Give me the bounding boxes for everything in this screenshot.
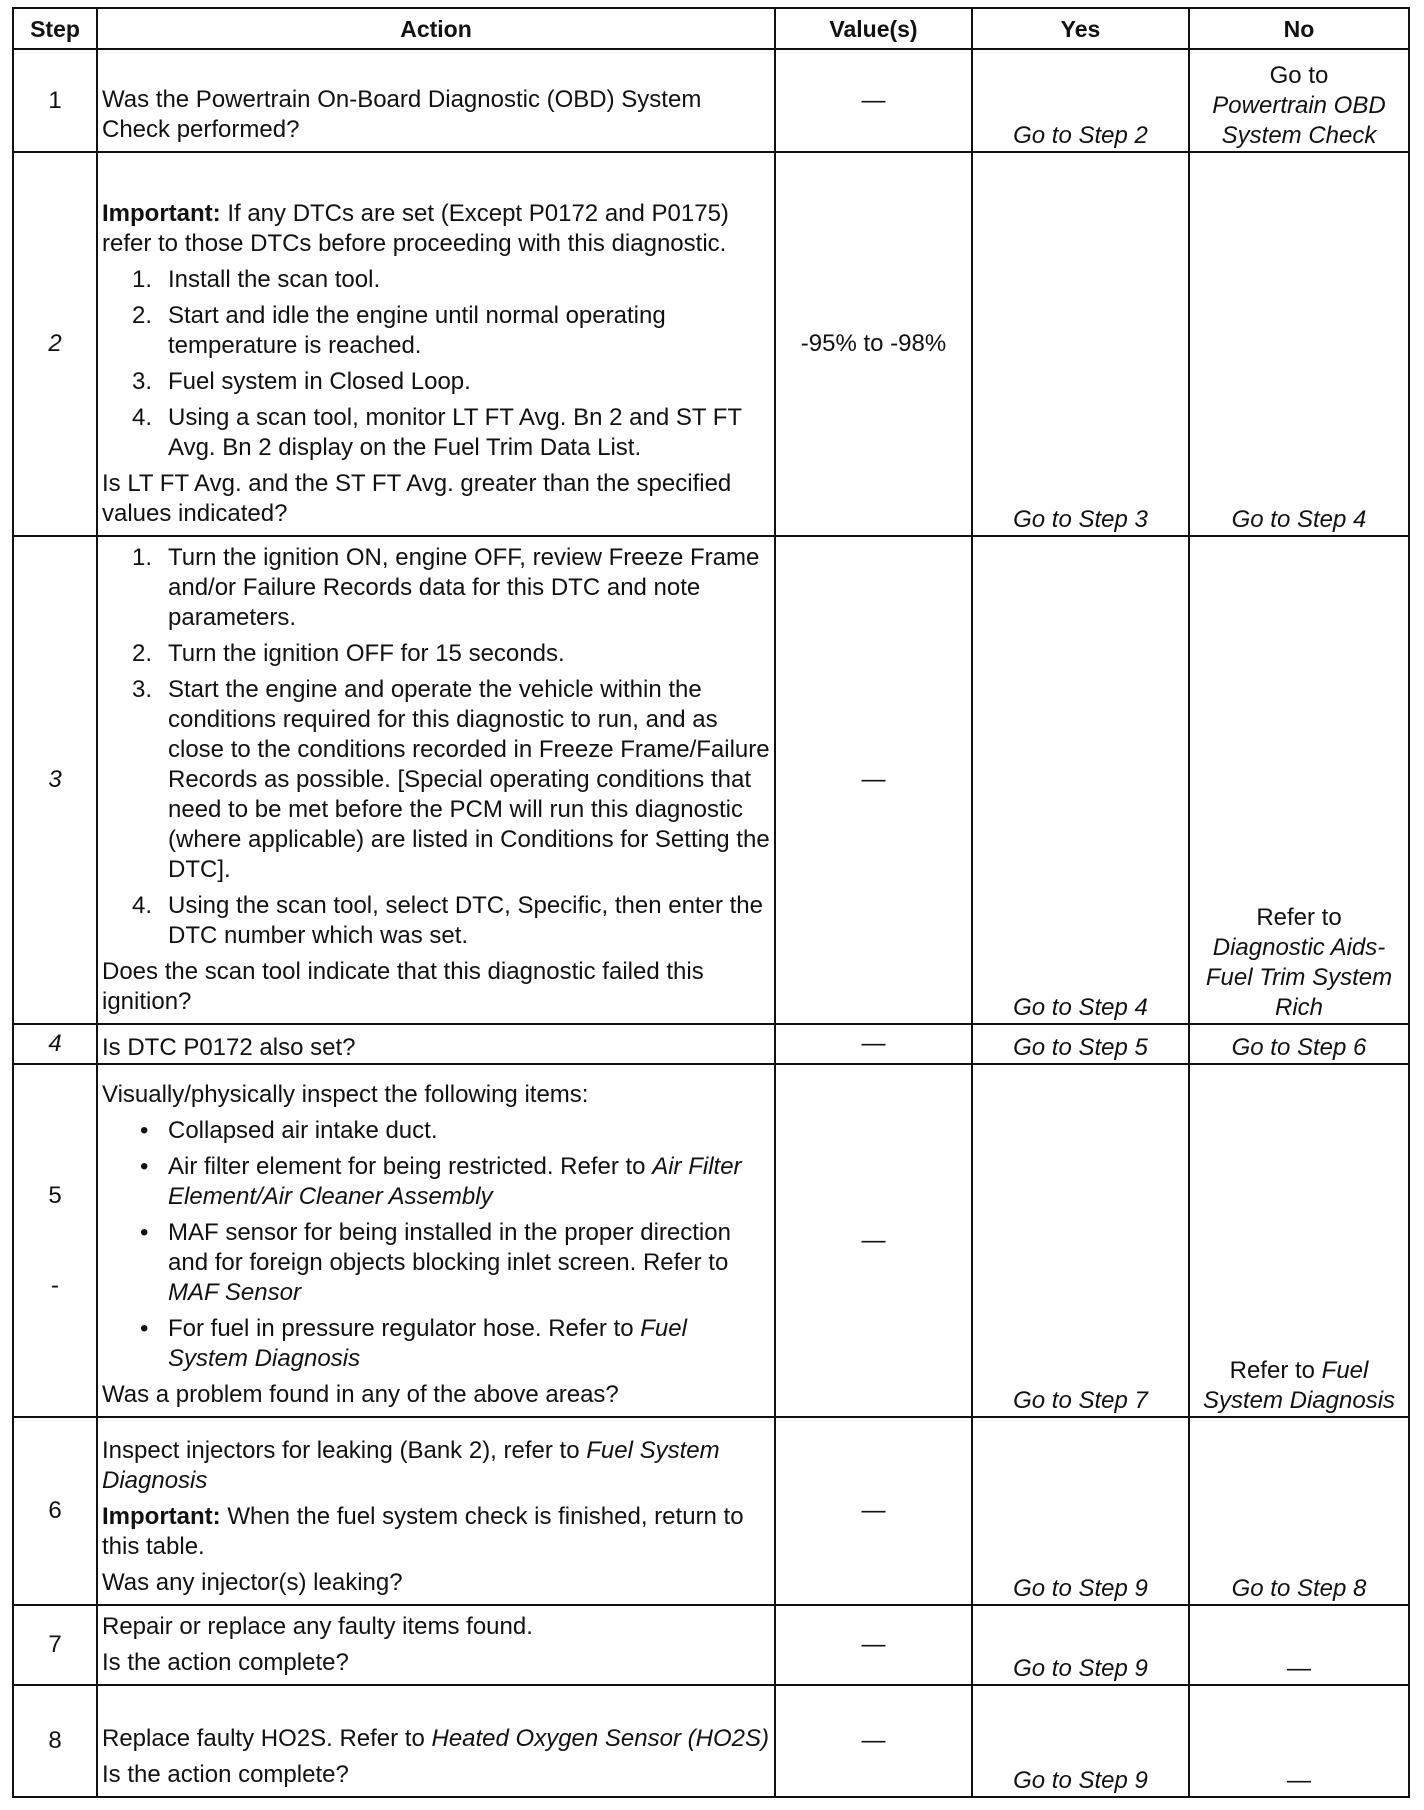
no-cell: — xyxy=(1189,1685,1409,1797)
list-item: 4. Using a scan tool, monitor LT FT Avg. Bn 2 and ST FT Avg. Bn 2 display on the Fuel Trim Data List. xyxy=(132,404,742,461)
step-number xyxy=(13,1064,97,1417)
action-text: Was the Powertrain On-Board Diagnostic (OBD) System Check performed? xyxy=(102,86,702,143)
list-item: • Air filter element for being restricted. Refer to Air Filter Element/Air Cleaner Assembly xyxy=(140,1153,742,1210)
no-reference: Fuel System Diagnosis xyxy=(1202,1357,1396,1414)
no-cell: Go to Step 6 xyxy=(1189,1024,1409,1064)
step-number: 4 xyxy=(13,1024,97,1064)
header-action: Action xyxy=(97,8,775,49)
table-row xyxy=(13,1064,1409,1417)
table-row xyxy=(13,1605,1409,1685)
inspection-list xyxy=(102,1116,770,1374)
action-cell xyxy=(97,152,775,536)
action-text: Replace faulty HO2S. Refer to Heated Oxygen Sensor (HO2S) xyxy=(102,1725,769,1752)
yes-cell: Go to Step 9 xyxy=(972,1605,1189,1685)
list-item: • For fuel in pressure regulator hose. Refer to Fuel System Diagnosis xyxy=(140,1315,687,1372)
no-reference: Diagnostic Aids-Fuel Trim System Rich xyxy=(1205,934,1393,1021)
value-cell: — xyxy=(775,1417,972,1605)
step-number: 1 xyxy=(13,49,97,152)
value-cell: — xyxy=(775,49,972,152)
diagnostic-table xyxy=(12,7,1410,1798)
no-prefix: Go to xyxy=(1269,62,1329,89)
header-step: Step xyxy=(13,8,97,49)
intro-text: Visually/physically inspect the following items: xyxy=(102,1081,589,1108)
no-cell xyxy=(1189,1064,1409,1417)
procedure-list xyxy=(102,265,770,463)
action-cell xyxy=(97,536,775,1024)
yes-cell: Go to Step 4 xyxy=(972,536,1189,1024)
question-text: Was any injector(s) leaking? xyxy=(102,1569,403,1596)
value-cell: -95% to -98% xyxy=(775,152,972,536)
list-item: 2. Start and idle the engine until normal operating temperature is reached. xyxy=(132,302,666,359)
list-item: 3. Fuel system in Closed Loop. xyxy=(132,368,471,395)
header-yes: Yes xyxy=(972,8,1189,49)
no-cell: — xyxy=(1189,1605,1409,1685)
list-item: • Collapsed air intake duct. xyxy=(140,1117,438,1144)
no-cell: Go to Step 8 xyxy=(1189,1417,1409,1605)
table-row xyxy=(13,49,1409,152)
question-text: Does the scan tool indicate that this diagnostic failed this ignition? xyxy=(102,958,704,1015)
table-row xyxy=(13,1685,1409,1797)
list-item: 2. Turn the ignition OFF for 15 seconds. xyxy=(132,640,565,667)
value-cell: — xyxy=(775,1685,972,1797)
value-cell: — xyxy=(775,536,972,1024)
question-text: Was a problem found in any of the above areas? xyxy=(102,1381,619,1408)
step-number: 3 xyxy=(13,536,97,1024)
no-reference: Powertrain OBD System Check xyxy=(1212,92,1386,149)
table-row xyxy=(13,1024,1409,1064)
header-no: No xyxy=(1189,8,1409,49)
question-text: Is the action complete? xyxy=(102,1649,349,1676)
step-number-text: 5 xyxy=(48,1181,62,1209)
yes-cell: Go to Step 2 xyxy=(972,49,1189,152)
no-cell xyxy=(1189,536,1409,1024)
no-prefix: Refer to xyxy=(1256,904,1342,931)
action-cell xyxy=(97,1605,775,1685)
table-row xyxy=(13,152,1409,536)
value-cell: — xyxy=(775,1024,972,1064)
action-cell xyxy=(97,1417,775,1605)
question-text: Is the action complete? xyxy=(102,1761,349,1788)
action-text: Repair or replace any faulty items found. xyxy=(102,1613,533,1640)
list-item: 3. Start the engine and operate the vehicle within the conditions required for this diagnostic to run, and as close to the conditions recorded in Freeze Frame/Failure Records as possible. [Special operating conditions that need to be met before the PCM will run this diagnostic (where applicable) are listed in Conditions for Setting the DTC]. xyxy=(132,676,770,883)
important-note: Important: When the fuel system check is finished, return to this table. xyxy=(102,1503,744,1560)
list-item: 4. Using the scan tool, select DTC, Specific, then enter the DTC number which was set. xyxy=(132,892,763,949)
important-label: Important: xyxy=(102,200,221,227)
yes-cell: Go to Step 3 xyxy=(972,152,1189,536)
table-row xyxy=(13,536,1409,1024)
action-text: Inspect injectors for leaking (Bank 2), refer to Fuel System Diagnosis xyxy=(102,1437,720,1494)
action-cell xyxy=(97,49,775,152)
step-number: 6 xyxy=(13,1417,97,1605)
no-prefix: Refer to xyxy=(1229,1357,1322,1384)
action-cell xyxy=(97,1685,775,1797)
table-row xyxy=(13,1417,1409,1605)
procedure-list xyxy=(102,543,770,951)
yes-cell: Go to Step 9 xyxy=(972,1417,1189,1605)
important-text: If any DTCs are set (Except P0172 and P0175) refer to those DTCs before proceeding with this diagnostic. xyxy=(102,200,729,257)
question-text: Is LT FT Avg. and the ST FT Avg. greater than the specified values indicated? xyxy=(102,470,732,527)
value-cell: — xyxy=(775,1605,972,1685)
list-item: 1. Install the scan tool. xyxy=(132,266,381,293)
action-cell: Is DTC P0172 also set? xyxy=(97,1024,775,1064)
list-item: • MAF sensor for being installed in the proper direction and for foreign objects blocking inlet screen. Refer to MAF Sensor xyxy=(140,1219,731,1306)
step-number: 2 xyxy=(13,152,97,536)
stray-mark: - xyxy=(51,1271,59,1299)
list-item: 1. Turn the ignition ON, engine OFF, review Freeze Frame and/or Failure Records data for this DTC and note parameters. xyxy=(132,544,760,631)
header-row xyxy=(13,8,1409,49)
yes-cell: Go to Step 5 xyxy=(972,1024,1189,1064)
header-values: Value(s) xyxy=(775,8,972,49)
yes-cell: Go to Step 7 xyxy=(972,1064,1189,1417)
step-number: 7 xyxy=(13,1605,97,1685)
no-cell xyxy=(1189,49,1409,152)
important-note xyxy=(102,199,770,259)
no-cell: Go to Step 4 xyxy=(1189,152,1409,536)
step-number: 8 xyxy=(13,1685,97,1797)
value-cell: — xyxy=(775,1064,972,1417)
yes-cell: Go to Step 9 xyxy=(972,1685,1189,1797)
action-cell xyxy=(97,1064,775,1417)
